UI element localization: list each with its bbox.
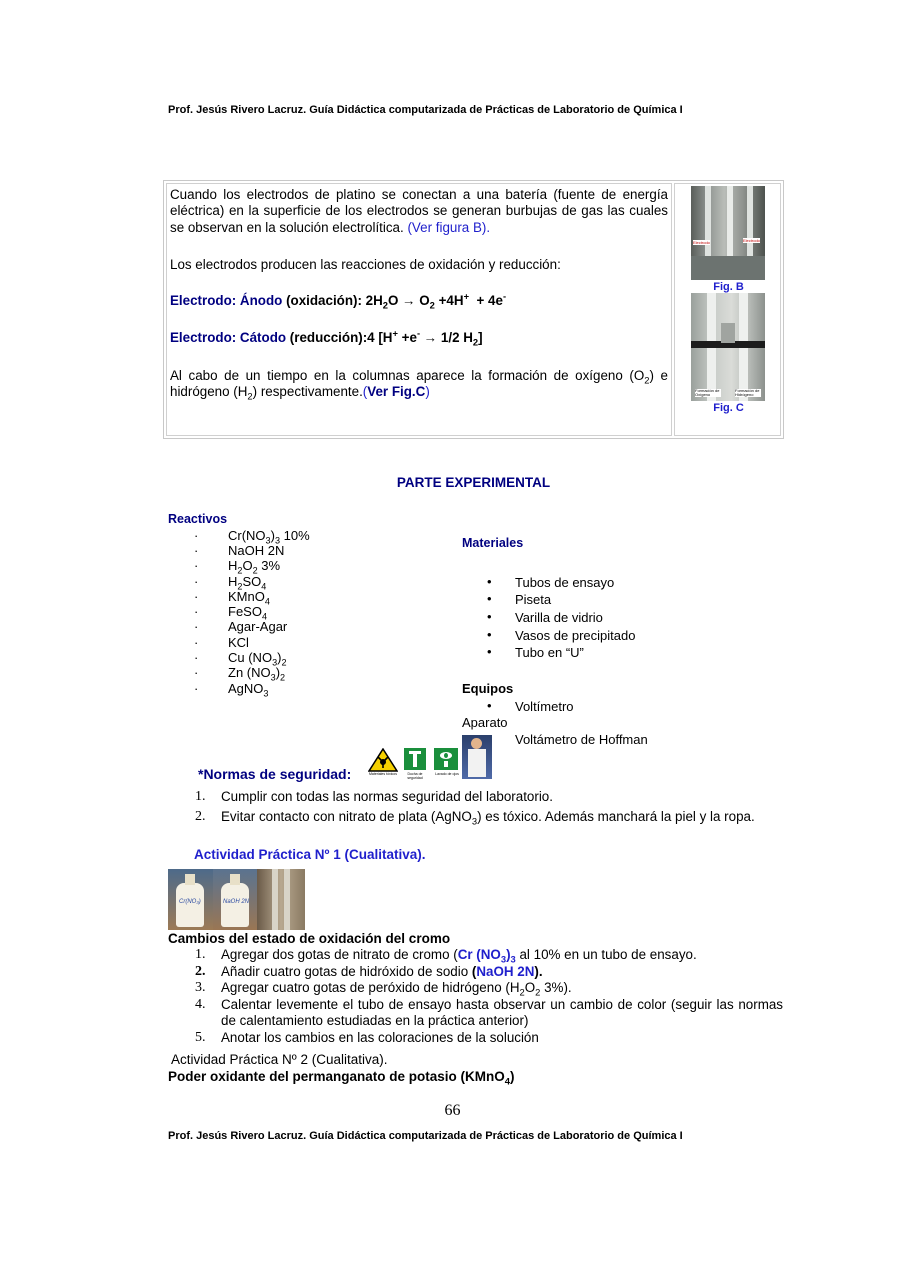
reactivo-item: Cu $(NO_3)_2$ — [228, 650, 287, 668]
reactivo-item: Agar-Agar — [228, 619, 288, 634]
activity1-step-5: 5. Anotar los cambios en las coloraciones de la solución — [195, 1029, 539, 1045]
activity1-step-3: 3. Agregar cuatro gotas de peróxido de hidrógeno ($H_2O_2$ 3%). — [195, 980, 572, 998]
figure-c-photo — [691, 293, 765, 401]
equipos-title: Equipos — [462, 681, 514, 696]
safety-item-2: 2. Evitar contacto con nitrato de plata (AgNO$_3$) es tóxico. Además manchará la piel y la ropa. — [195, 808, 755, 827]
figure-b-reference: (Ver figura B). — [407, 219, 491, 235]
figure-c-reference: Ver Fig.C — [367, 384, 426, 400]
material-item: Tubos de ensayo — [515, 575, 615, 590]
activity2-subtitle: Poder oxidante del permanganato de potasio (KMnO$_4$) — [168, 1069, 515, 1088]
cathode-reaction: Electrodo: Cátodo (reducción):4 [H+ +e- → 1/2 $H_2$] — [170, 329, 483, 349]
intro-paragraph-5: Al cabo de un tiempo en la columnas aparece la formación de oxígeno $(O_2)$ e hidrógeno $(H_2)$ respectivamente.(Ver Fig.C) — [170, 367, 668, 402]
lab-coat-person-icon — [462, 735, 492, 779]
activity1-photo — [168, 869, 305, 930]
material-item: Vasos de precipitado — [515, 628, 636, 643]
activity1-step-4: 4. Calentar levemente el tubo de ensayo hasta observar un cambio de color (seguir las normas de calentamiento estudiadas en la práctica anterior) — [195, 996, 783, 1028]
safety-list — [168, 789, 783, 825]
section-title: PARTE EXPERIMENTAL — [396, 475, 551, 490]
material-item: Varilla de vidrio — [515, 610, 603, 625]
bottle-label-1: Cr(NO₃) — [179, 899, 201, 905]
reactivo-item: NaOH 2N — [228, 543, 285, 558]
safety-shower-icon: Ducha de seguridad — [404, 748, 428, 776]
intro-paragraph-1: Cuando los electrodos de platino se conectan a una batería (fuente de energía eléctrica) en la superficie de los electrodos se generan burbujas de gas las cuales se observan en la solución electrolítica. (Ver figura B). — [170, 187, 668, 235]
intro-paragraph-2: Los electrodos producen las reacciones de oxidación y reducción: — [170, 256, 561, 272]
figure-b-caption: Fig. B — [713, 281, 744, 293]
intro-figure-cell — [674, 183, 781, 436]
material-item: Piseta — [515, 592, 552, 607]
safety-title: *Normas de seguridad: — [198, 766, 352, 782]
reactivo-item: $Cr(NO_3)_3$ 10% — [228, 528, 310, 546]
safety-item-1: 1. Cumplir con todas las normas seguridad del laboratorio. — [195, 789, 553, 804]
page-footer: Prof. Jesús Rivero Lacruz. Guía Didáctica computarizada de Prácticas de Laboratorio de Química I — [168, 1130, 683, 1142]
reactivo-item: FeSO$_4$ — [228, 604, 268, 622]
reactivo-item: KMnO$_4$ — [228, 589, 270, 607]
activity1-subtitle: Cambios del estado de oxidación del cromo — [168, 931, 451, 946]
reactivo-item: $H_2O_2$ 3% — [228, 558, 281, 576]
figure-c-label-right: Formación de Hidrógeno — [735, 388, 760, 397]
aparato-title: Aparato — [462, 715, 508, 730]
figure-c-caption: Fig. C — [713, 402, 744, 414]
equipo-item: Voltímetro — [515, 699, 574, 714]
reactivo-item: AgNO$_3$ — [228, 681, 269, 699]
figure-b-label-right: Electrodo — [743, 238, 760, 243]
materiales-title: Materiales — [462, 536, 524, 550]
anode-reaction: Electrodo: Ánodo (oxidación): $2H_2O \to O_2 +4H^+ + 4e^-$ — [170, 291, 507, 311]
page-header: Prof. Jesús Rivero Lacruz. Guía Didáctica computarizada de Prácticas de Laboratorio de Química I — [168, 104, 683, 116]
intro-table — [163, 180, 784, 439]
bottle-label-2: NaOH 2N — [223, 899, 250, 905]
reactivo-item: $H_2SO_4$ — [228, 574, 267, 592]
activity1-step-1: 1. Agregar dos gotas de nitrato de cromo (Cr $(NO_3)_3$ al 10% en un tubo de ensayo. — [195, 947, 697, 965]
figure-b-label-left: Electrodo — [693, 240, 710, 245]
intro-text-cell — [166, 183, 672, 436]
activity2-title: Actividad Práctica Nº 2 (Cualitativa). — [168, 1052, 388, 1067]
activity1-steps — [168, 947, 783, 1046]
reactivos-title: Reactivos — [168, 512, 228, 526]
reactivo-item: Zn $(NO_3)_2$ — [228, 665, 286, 683]
material-item: Tubo en “U” — [515, 645, 584, 660]
aparato-item: Voltámetro de Hoffman — [515, 732, 648, 747]
activity1-step-2: 2. Añadir cuatro gotas de hidróxido de sodio (NaOH 2N). — [195, 963, 543, 979]
figure-b-photo — [691, 186, 765, 280]
page-number: 66 — [444, 1102, 461, 1119]
activity1-title: Actividad Práctica Nº 1 (Cualitativa). — [194, 847, 426, 862]
figure-c-label-left: Formación de Oxígeno — [695, 388, 720, 397]
toxic-warning-icon: Materiales tóxicos — [368, 748, 398, 776]
eye-wash-icon: Lavado de ojos — [434, 748, 460, 776]
reactivo-item: KCl — [228, 635, 249, 650]
